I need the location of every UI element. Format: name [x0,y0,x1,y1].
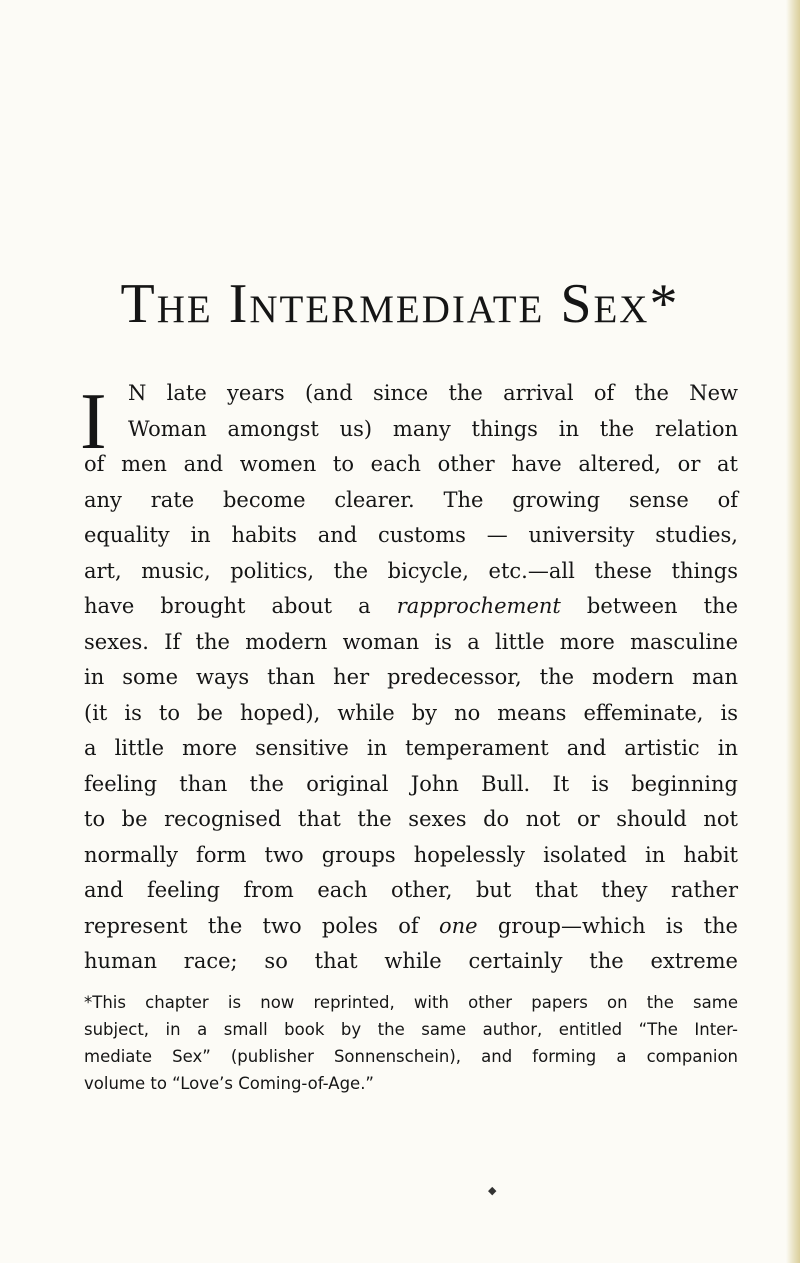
text-line [84,589,738,625]
text-line: any rate become clearer. The growing sense of [84,487,738,512]
footnote-line: mediate Sex” (publisher Sonnenschein), and forming a companion [84,1047,738,1066]
text-line: (it is to be hoped), while by no means effeminate, is [84,700,738,725]
text-line: a little more sensitive in temperament and artistic in [84,736,738,760]
italic-term: one [438,913,478,938]
text-line: feeling than the original John Bull. It is beginning [84,771,738,796]
text-line: equality in habits and customs — university studies, [84,523,738,547]
italic-term: rapprochement [396,594,561,618]
text-segment: group—which is the [477,913,738,938]
text-line: normally form two groups hopelessly isolated in habit [84,842,738,867]
page-edge [786,0,800,1263]
footnote-line: subject, in a small book by the same author, entitled “The Inter- [84,1020,738,1039]
text-line: and feeling from each other, but that they rather [84,878,738,902]
text-line: in some ways than her predecessor, the modern man [84,665,738,689]
text-line: human race; so that while certainly the extreme [84,949,738,973]
chapter-title: The Intermediate Sex* [120,273,680,335]
text-line: Woman amongst us) many things in the relation [128,416,738,441]
text-segment: between the [560,594,738,618]
text-line: N late years (and since the arrival of the New [128,381,738,405]
body-text [84,376,738,980]
text-line: art, music, politics, the bicycle, etc.—all these things [84,558,738,583]
text-segment: represent the two poles of [84,913,439,938]
footnote-line: volume to “Love’s Coming-of-Age.” [84,1074,374,1093]
text-line: of men and women to each other have altered, or at [84,452,738,476]
text-line: to be recognised that the sexes do not or should not [84,807,738,831]
footnote-line: *This chapter is now reprinted, with other papers on the same [84,993,738,1012]
footnote [84,989,738,1097]
drop-cap: I [80,378,107,466]
ornament-mark: ◆ [488,1184,497,1197]
text-line [84,909,738,945]
text-line: sexes. If the modern woman is a little more masculine [84,629,738,654]
text-segment: have brought about a [84,594,397,618]
